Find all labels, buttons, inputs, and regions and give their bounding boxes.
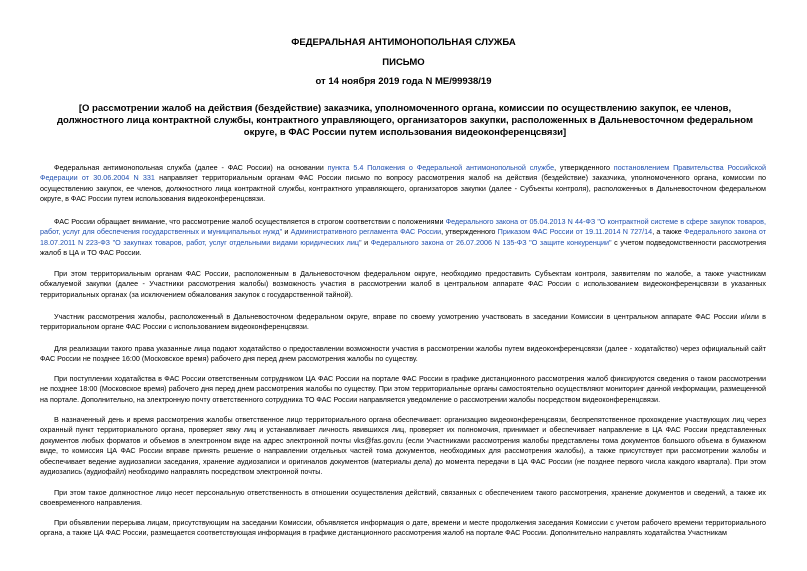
- doc-subject: [О рассмотрении жалоб на действия (бездействие) заказчика, уполномоченного органа, комиссии по осуществлению закупок, ее членов, должностного лица контрактной службы, контрактного управляющего, организаторов закупки, расположенных в Дальневосточном федеральном округе, в ФАС России путем использования видеоконференцсвязи]: [57, 103, 753, 138]
- paragraph-4: Участник рассмотрения жалобы, расположенный в Дальневосточном федеральном округе, вправе по своему усмотрению участвовать в заседании Комиссии в центральном аппарате ФАС России и/или в территориальном органе ФАС России с использованием видеоконференцсвязи.: [40, 312, 766, 332]
- p2-text-2: и: [282, 227, 291, 237]
- p1-text-3: направляет территориальным органам ФАС России письмо по вопросу рассмотрения жалоб на действия (бездействие) заказчика, уполномоченного органа, комиссии по осуществлению закупок, ее членов, должностного лица контрактной службы, контрактного управляющего, организаторов закупки (далее - Субъекты контроля), расположенных в Дальневосточном федеральном округе, в ФАС России путем использования видеоконференцсвязи.: [40, 173, 766, 204]
- link-federal-law-135[interactable]: Федерального закона от 26.07.2006 N 135-ФЗ "О защите конкуренции": [370, 237, 612, 247]
- p2-text-6: с учетом подведомственности рассмотрения жалоб в ЦА и ТО ФАС России.: [40, 237, 766, 258]
- p1-text-1: Федеральная антимонопольная служба (далее - ФАС России) на основании: [54, 163, 328, 172]
- org-name: ФЕДЕРАЛЬНАЯ АНТИМОНОПОЛЬНАЯ СЛУЖБА: [291, 37, 516, 48]
- paragraph-5: Для реализации такого права указанные лица подают ходатайство о предоставлении возможности участия в рассмотрении жалобы путем видеоконференцсвязи (далее - ходатайство) через официальный сайт ФАС России не позднее 16:00 (Московское время) рабочего дня перед днем рассмотрения жалобы по существу.: [40, 344, 766, 364]
- paragraph-6: При поступлении ходатайства в ФАС России ответственным сотрудником ЦА ФАС России на портале ФАС России в графике дистанционного рассмотрения жалоб фиксируются сведения о таком рассмотрении не позднее 18:00 (Московское время) рабочего дня перед днем рассмотрения жалобы по существу. При этом территориальные органы самостоятельно осуществляют мониторинг данной информации, размещенной на портале. Дополнительно, на электронную почту ответственного сотрудника ТО ФАС России направляется уведомление о рассмотрении жалобы посредством видеоконференцсвязи.: [40, 374, 766, 404]
- link-government-decree[interactable]: постановлением Правительства Российской Федерации от 30.06.2004 N 331: [40, 163, 766, 183]
- paragraph-1: [40, 163, 766, 205]
- link-admin-regulation[interactable]: Административного регламента ФАС России: [290, 227, 442, 237]
- paragraph-3: При этом территориальным органам ФАС России, расположенным в Дальневосточном федеральном округе, необходимо предоставить Субъектам контроля, заявителям по жалобе, а также участникам обжалуемой закупки (далее - Участники рассмотрения жалобы) возможность участия в рассмотрении жалоб в центральном аппарате ФАС России с использованием видеоконференцсвязи в указанных территориальных органах (за исключением обжалования закупок с государственной тайной).: [40, 269, 766, 299]
- p2-text-3: , утвержденного: [441, 227, 498, 237]
- doc-type: ПИСЬМО: [382, 57, 425, 68]
- link-fas-regulation[interactable]: пункта 5.4 Положения о Федеральной антимонопольной службе: [327, 163, 555, 172]
- paragraph-2: [40, 217, 766, 259]
- p2-text-5: и: [361, 237, 371, 247]
- p2-text-1: ФАС России обращает внимание, что рассмотрение жалоб осуществляется в строгом соответствии с положениями: [54, 217, 446, 226]
- p2-text-4: , а также: [652, 227, 685, 237]
- doc-date-number: от 14 ноября 2019 года N МЕ/99938/19: [315, 76, 492, 87]
- p1-text-2: , утвержденного: [554, 163, 614, 172]
- link-federal-law-44[interactable]: Федерального закона от 05.04.2013 N 44-ФЗ "О контрактной системе в сфере закупок товаров, работ, услуг для обеспечения государственных и муниципальных нужд": [40, 217, 766, 237]
- link-fas-order-727[interactable]: Приказом ФАС России от 19.11.2014 N 727/14: [497, 227, 653, 237]
- link-federal-law-223[interactable]: Федерального закона от 18.07.2011 N 223-ФЗ "О закупках товаров, работ, услуг отдельными видами юридических лиц": [40, 227, 766, 247]
- paragraph-8: При этом такое должностное лицо несет персональную ответственность в отношении осуществления действий, связанных с обеспечением такого рассмотрения, хранение документов и сведений, а также их своевременного направления.: [40, 488, 766, 508]
- paragraph-9: При объявлении перерыва лицам, присутствующим на заседании Комиссии, объявляется информация о дате, времени и месте продолжения заседания Комиссии с учетом рабочего времени территориального органа, а также ЦА ФАС России, размещается соответствующая информация в графике дистанционного рассмотрения жалоб на портале ФАС России. Дополнительно направлять ходатайства Участникам: [40, 518, 766, 538]
- paragraph-7: В назначенный день и время рассмотрения жалобы ответственное лицо территориального органа обеспечивает: организацию видеоконференцсвязи, беспрепятственное прохождение участвующих лиц через охранный пункт территориального органа, проверяет явку лиц и устанавливает личность явившихся лиц, проверяет их полномочия, принимает и обеспечивает направление в ЦА ФАС России представленных документов любых форматов и объемов в электронном виде на адрес электронной почты vks@fas.gov.ru (если Участниками рассмотрения жалобы представлены тома документов большого объема в бумажном виде, то комиссия ЦА ФАС России вправе принять решение о направлении отдельных частей тома документов, необходимых для рассмотрения жалобы), а также присутствует при рассмотрении жалобы и обеспечивает ведение аудиозаписи заседания, хранение аудиозаписи и оригиналов документов (материалы дела) до момента передачи в ЦА ФАС России (не позднее первого числа каждого квартала). При этом аудиозапись (аудиофайл) необходимо направлять посредством электронной почты.: [40, 415, 766, 477]
